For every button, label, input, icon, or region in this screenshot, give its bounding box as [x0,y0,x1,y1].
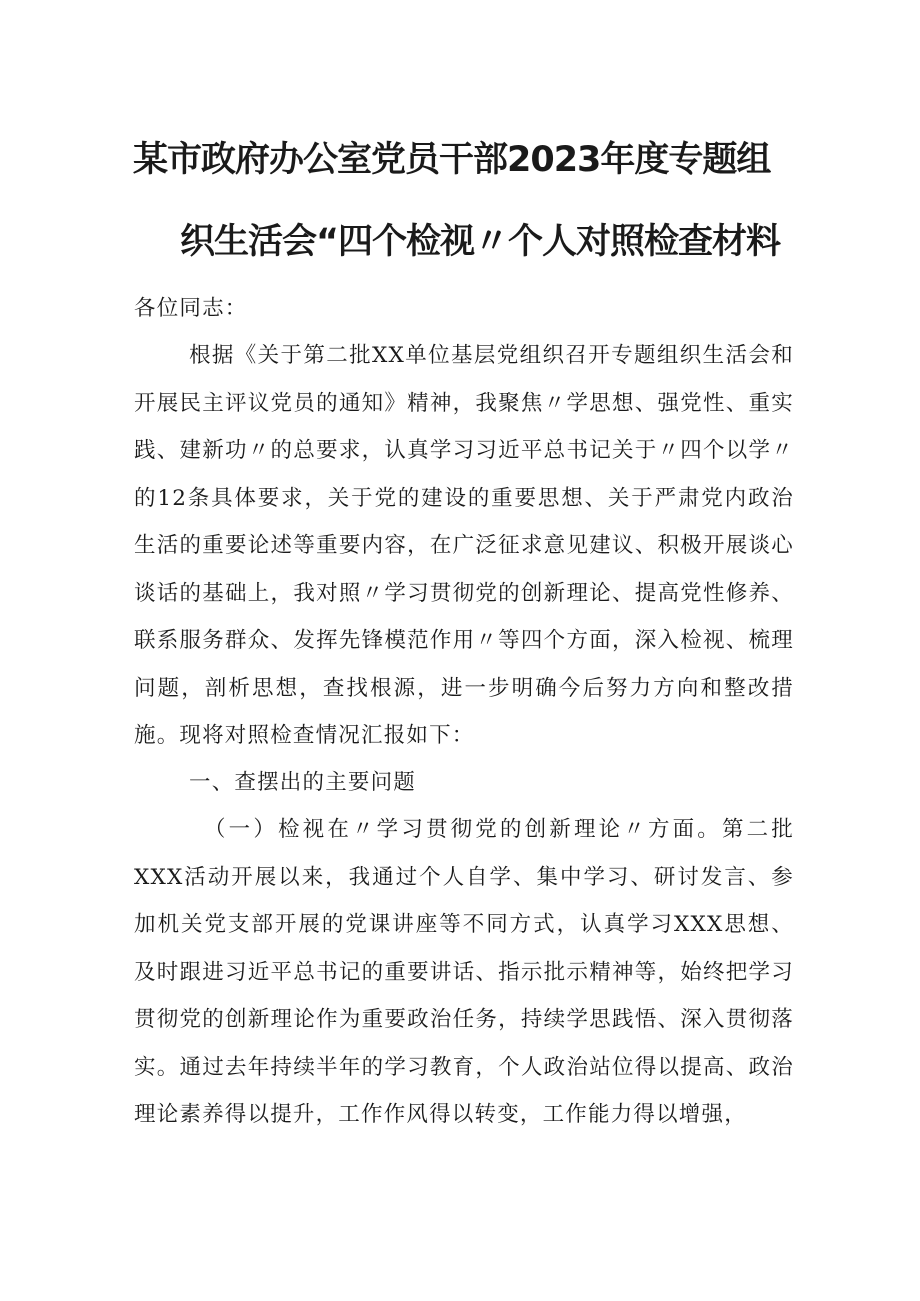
document-title-line-2: 织生活会“四个检视〃个人对照检查材料 [180,222,781,262]
document-title-line-1: 某市政府办公室党员干部2023年度专题组 [133,140,771,180]
section-heading: 一、查摆出的主要问题 [189,770,417,795]
section-paragraph: （一）检视在〃学习贯彻党的创新理论〃方面。第二批XXX活动开展以来，我通过个人自学、集中学习、研讨发言、参加机关党支部开展的党课讲座等不同方式，认真学习XXX思想、及时跟进习近平总书记的重要讲话、指示批示精神等，始终把学习贯彻党的创新理论作为重要政治任务，持续学思践悟、深入贯彻落实。通过去年持续半年的学习教育，个人政治站位得以提高、政治理论素养得以提升，工作作风得以转变，工作能力得以增强， [134,817,794,1127]
intro-paragraph: 根据《关于第二批XX单位基层党组织召开专题组织生活会和开展民主评议党员的通知》精神，我聚焦〃学思想、强党性、重实践、建新功〃的总要求，认真学习习近平总书记关于〃四个以学〃的12条具体要求，关于党的建设的重要思想、关于严肃党内政治生活的重要论述等重要内容，在广泛征求意见建议、积极开展谈心谈话的基础上，我对照〃学习贯彻党的创新理论、提高党性修养、联系服务群众、发挥先锋模范作用〃等四个方面，深入检视、梳理问题，剖析思想，查找根源，进一步明确今后努力方向和整改措施。现将对照检查情况汇报如下： [134,343,794,748]
salutation: 各位同志： [134,296,248,321]
